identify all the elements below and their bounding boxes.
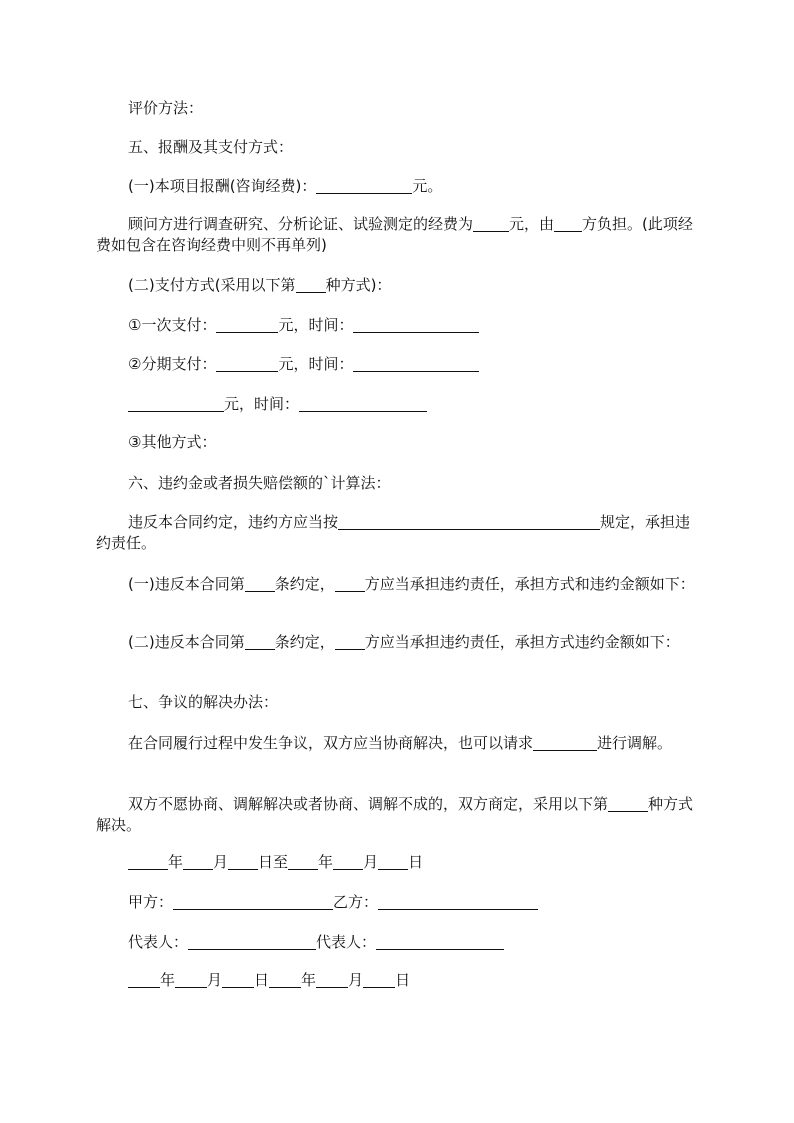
date-range-line: 年 月 日至 年 月 日 (96, 852, 696, 873)
blank-line (245, 634, 275, 650)
breach-clause-1: (一)违反本合同第 条约定， 方应当承担违约责任，承担方式和违约金额如下： (128, 575, 695, 593)
parties-line: 甲方： 乙方： (96, 892, 696, 913)
blank-line (554, 216, 582, 232)
section-7-title: 七、争议的解决办法： (128, 693, 279, 711)
blank-line (353, 356, 479, 372)
blank-line (183, 854, 213, 870)
payment-option-1: ①一次支付： 元，时间： (96, 315, 696, 336)
blank-line (269, 972, 301, 988)
payment-method-line: (二)支付方式(采用以下第 种方式)： (128, 276, 392, 294)
blank-line (608, 796, 648, 812)
blank-line (296, 277, 326, 293)
signature-dates-line: 年 月 日 年 月 日 (96, 970, 696, 991)
blank-line (316, 178, 412, 194)
blank-line (376, 934, 504, 950)
blank-line (128, 854, 168, 870)
section-6-title: 六、违约金或者损失赔偿额的`计算法： (128, 474, 391, 492)
research-fee-paragraph: 顾问方进行调查研究、分析论证、试验测定的经费为 元，由 方负担。(此项经费如包含在咨询经费中则不再单列) (96, 215, 693, 254)
blank-line (175, 972, 207, 988)
dispute-paragraph-2: 双方不愿协商、调解解决或者协商、调解不成的，双方商定，采用以下第 种方式解决。 (96, 795, 694, 834)
blank-line (378, 854, 408, 870)
blank-line (245, 576, 275, 592)
blank-line (216, 317, 278, 333)
blank-line (353, 317, 479, 333)
remuneration-line: (一)本项目报酬(咨询经费)： 元。 (128, 177, 443, 195)
blank-line (299, 396, 427, 412)
blank-line (288, 854, 318, 870)
blank-line (378, 894, 538, 910)
breach-paragraph: 违反本合同约定，违约方应当按 规定，承担违约责任。 (96, 513, 691, 552)
blank-line (363, 972, 395, 988)
dispute-paragraph-1: 在合同履行过程中发生争议，双方应当协商解决，也可以请求 进行调解。 (128, 734, 673, 752)
blank-line (316, 972, 348, 988)
payment-option-3: ③其他方式： (128, 433, 217, 451)
blank-line (333, 854, 363, 870)
payment-option-2: ②分期支付： 元，时间： (96, 354, 696, 375)
section-5-title: 五、报酬及其支付方式： (128, 138, 294, 156)
blank-line (173, 894, 333, 910)
blank-line (338, 514, 600, 530)
blank-line (335, 634, 365, 650)
blank-line (128, 396, 224, 412)
payment-option-2-continued: 元，时间： (128, 394, 728, 415)
blank-line (216, 356, 278, 372)
blank-line (128, 972, 160, 988)
blank-line (222, 972, 254, 988)
blank-line (533, 735, 597, 751)
blank-line (228, 854, 258, 870)
blank-line (188, 934, 316, 950)
breach-clause-2: (二)违反本合同第 条约定， 方应当承担违约责任，承担方式违约金额如下： (128, 633, 680, 651)
eval-method-line: 评价方法： (128, 99, 204, 117)
blank-line (473, 216, 509, 232)
representatives-line: 代表人： 代表人： (96, 932, 696, 953)
blank-line (335, 576, 365, 592)
